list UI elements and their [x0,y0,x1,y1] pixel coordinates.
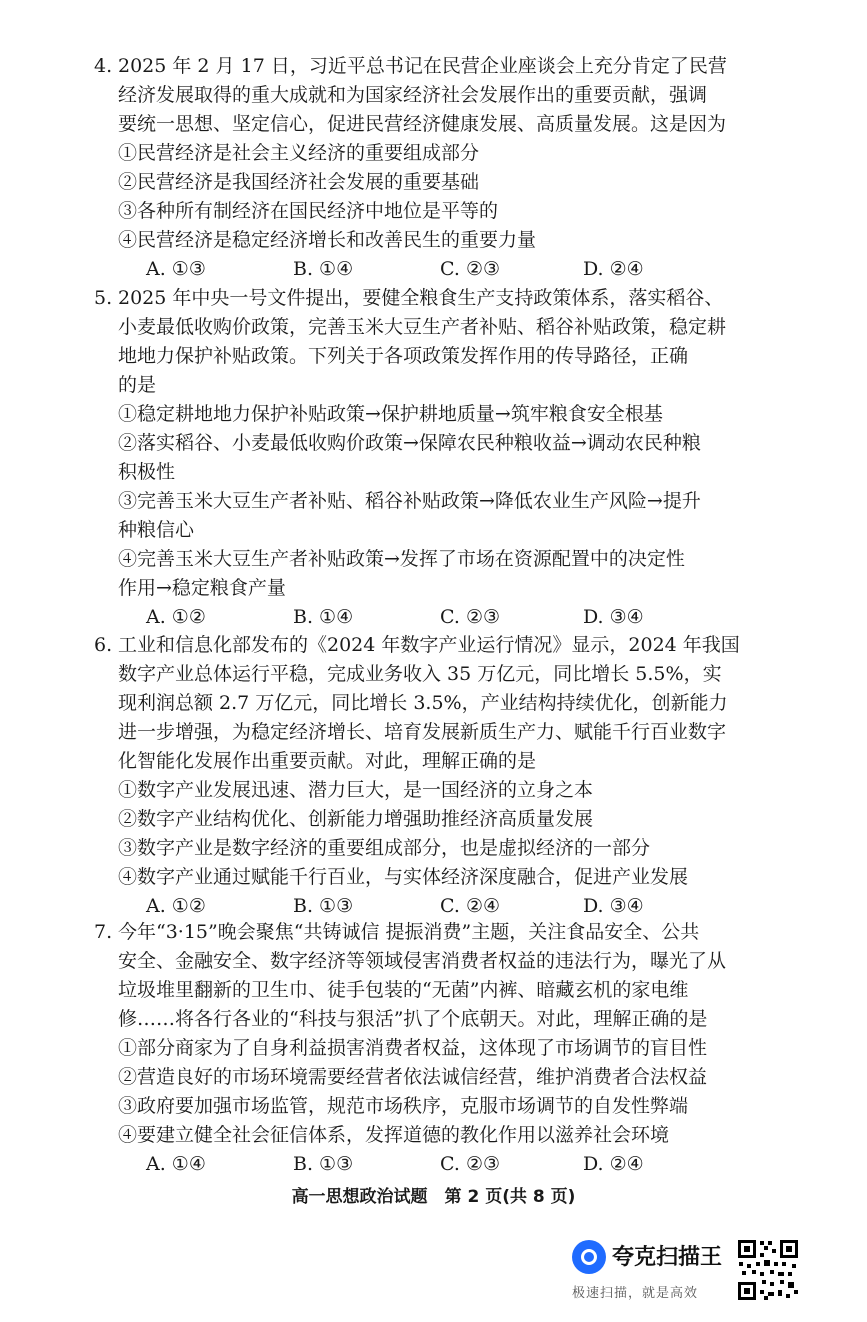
statement: ③各种所有制经济在国民经济中地位是平等的 [118,200,499,222]
brand-slogan: 极速扫描，就是高效 [572,1286,699,1301]
question-stem-line: 垃圾堆里翻新的卫生巾、徒手包装的“无菌”内裤、暗藏玄机的家电维 [118,979,689,1001]
option-d: D. ②④ [583,258,644,280]
statement: ①部分商家为了自身利益损害消费者权益，这体现了市场调节的盲目性 [118,1037,708,1059]
question-stem-line: 经济发展取得的重大成就和为国家经济社会发展作出的重要贡献，强调 [118,84,708,106]
question-stem-line: 6. 工业和信息化部发布的《2024 年数字产业运行情况》显示，2024 年我国 [94,634,740,656]
question-stem-line: 现利润总额 2.7 万亿元，同比增长 3.5%，产业结构持续优化，创新能力 [118,692,728,714]
question-6 [94,631,743,921]
option-c: C. ②③ [440,1153,501,1175]
option-b: B. ①④ [293,258,354,280]
question-stem-line: 化智能化发展作出重要贡献。对此，理解正确的是 [118,750,537,772]
question-stem-line: 修……将各行各业的“科技与狠活”扒了个底朝天。对此，理解正确的是 [118,1008,708,1030]
statement: ②民营经济是我国经济社会发展的重要基础 [118,171,480,193]
option-d: D. ③④ [583,606,644,628]
question-stem-line: 5. 2025 年中央一号文件提出，要健全粮食生产支持政策体系，落实稻谷、 [94,287,724,309]
question-5 [94,284,743,632]
option-c: C. ②④ [440,895,501,917]
statement: 种粮信心 [118,519,195,541]
statement: ③政府要加强市场监管，规范市场秩序，克服市场调节的自发性弊端 [118,1095,689,1117]
statement: ①数字产业发展迅速、潜力巨大，是一国经济的立身之本 [118,779,594,801]
statement: ③数字产业是数字经济的重要组成部分，也是虚拟经济的一部分 [118,837,651,859]
question-7 [94,918,743,1179]
statement: ①民营经济是社会主义经济的重要组成部分 [118,142,480,164]
page-footer: 高一思想政治试题 第 2 页(共 8 页) [291,1187,576,1207]
statement: ④数字产业通过赋能千行百业，与实体经济深度融合，促进产业发展 [118,866,689,888]
option-c: C. ②③ [440,606,501,628]
answer-options [118,1150,743,1179]
option-c: C. ②③ [440,258,501,280]
option-b: B. ①④ [293,606,354,628]
statement: ④完善玉米大豆生产者补贴政策→发挥了市场在资源配置中的决定性 [118,548,685,570]
qr-code-icon [736,1238,800,1302]
question-stem-line: 要统一思想、坚定信心，促进民营经济健康发展、高质量发展。这是因为 [118,113,727,135]
statement: ①稳定耕地地力保护补贴政策→保护耕地质量→筑牢粮食安全根基 [118,403,663,425]
statement: ②营造良好的市场环境需要经营者依法诚信经营，维护消费者合法权益 [118,1066,708,1088]
option-a: A. ①② [146,895,206,917]
answer-options [118,892,743,921]
statement: 作用→稳定粮食产量 [118,577,286,599]
statement: ②数字产业结构优化、创新能力增强助推经济高质量发展 [118,808,594,830]
statement: 积极性 [118,461,176,483]
option-a: A. ①② [146,606,206,628]
question-4 [94,52,743,284]
answer-options [118,603,743,632]
answer-options [118,255,743,284]
scanner-watermark [572,1238,732,1302]
option-d: D. ③④ [583,895,644,917]
option-a: A. ①④ [146,1153,206,1175]
question-stem-line: 的是 [118,374,157,396]
brand-name: 夸克扫描王 [612,1245,723,1270]
statement: ③完善玉米大豆生产者补贴、稻谷补贴政策→降低农业生产风险→提升 [118,490,701,512]
question-stem-line: 安全、金融安全、数字经济等领域侵害消费者权益的违法行为，曝光了从 [118,950,727,972]
quark-logo-icon [572,1240,606,1274]
statement: ②落实稻谷、小麦最低收购价政策→保障农民种粮收益→调动农民种粮 [118,432,701,454]
option-a: A. ①③ [146,258,206,280]
question-stem-line: 地地力保护补贴政策。下列关于各项政策发挥作用的传导路径，正确 [118,345,689,367]
statement: ④要建立健全社会征信体系，发挥道德的教化作用以滋养社会环境 [118,1124,670,1146]
option-b: B. ①③ [293,1153,354,1175]
question-stem-line: 进一步增强，为稳定经济增长、培育发展新质生产力、赋能千行百业数字 [118,721,727,743]
question-stem-line: 数字产业总体运行平稳，完成业务收入 35 万亿元，同比增长 5.5%，实 [118,663,722,685]
question-stem-line: 4. 2025 年 2 月 17 日，习近平总书记在民营企业座谈会上充分肯定了民营 [94,55,727,77]
question-stem-line: 7. 今年“3·15”晚会聚焦“共铸诚信 提振消费”主题，关注食品安全、公共 [94,921,700,943]
option-b: B. ①③ [293,895,354,917]
question-stem-line: 小麦最低收购价政策，完善玉米大豆生产者补贴、稻谷补贴政策，稳定耕 [118,316,727,338]
statement: ④民营经济是稳定经济增长和改善民生的重要力量 [118,229,537,251]
option-d: D. ②④ [583,1153,644,1175]
